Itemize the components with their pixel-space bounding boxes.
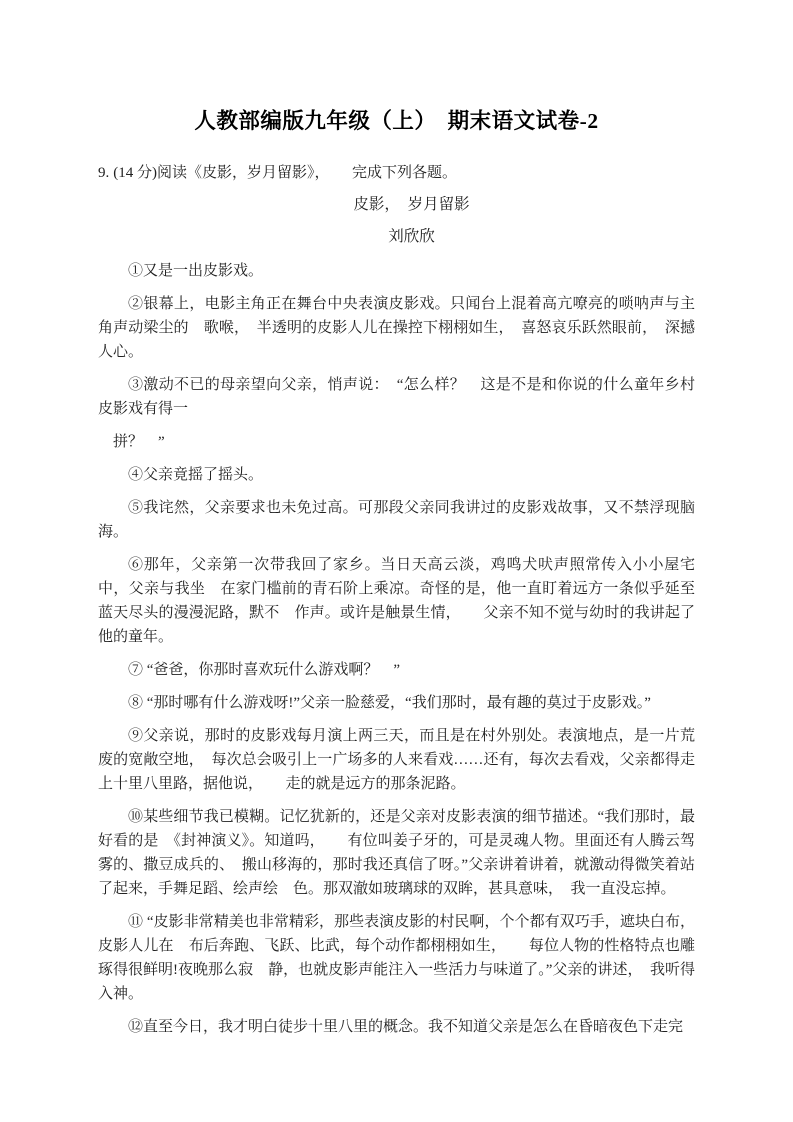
article-paragraph: ④父亲竟摇了摇头。: [128, 467, 264, 483]
article-paragraph: ⑪ “皮影非常精美也非常精彩，那些表演皮影的村民啊，个个都有双巧手，遮块白布，皮影人儿在 布后奔跑、飞跃、比武，每个动作都栩栩如生， 每位人物的性格特点也雕琢得很鲜明!夜晚那么寂 静，也就皮影声能注入一些活力与味道了。”父亲的讲述， 我听得入神。: [98, 914, 695, 1002]
article-paragraph: ⑥那年，父亲第一次带我回了家乡。当日天高云淡，鸡鸣犬吠声照常传入小小屋宅中，父亲与我坐 在家门槛前的青石阶上乘凉。奇怪的是，他一直盯着远方一条似乎延至蓝天尽头的漫漫泥路，默不 作声。或许是触景生情， 父亲不知不觉与幼时的我讲起了他的童年。: [98, 557, 695, 645]
article-paragraph: ③激动不已的母亲望向父亲，悄声说： “怎么样？ 这是不是和你说的什么童年乡村皮影戏有得一: [98, 377, 695, 417]
article-paragraph: ⑨父亲说，那时的皮影戏每月演上两三天，而且是在村外别处。表演地点，是一片荒废的宽敞空地， 每次总会吸引上一广场多的人来看戏……还有，每次去看戏，父亲都得走上十里八里路，据他说， 走的就是远方的那条泥路。: [98, 728, 695, 792]
question-number: 9.: [98, 165, 110, 181]
question-instruction: 阅读《皮影，岁月留影》， 完成下列各题。: [157, 165, 458, 181]
article-paragraph: 拼？ ”: [113, 434, 165, 450]
article-paragraph: ⑤我诧然，父亲要求也未免过高。可那段父亲同我讲过的皮影戏故事，又不禁浮现脑海。: [98, 500, 695, 540]
article-paragraph: ②银幕上，电影主角正在舞台中央表演皮影戏。只闻台上混着高亢嘹亮的唢呐声与主角声动梁尘的 歌喉， 半透明的皮影人儿在操控下栩栩如生， 喜怒哀乐跃然眼前， 深撼人心。: [98, 296, 695, 360]
page-title: 人教部编版九年级（上） 期末语文试卷-2: [194, 109, 599, 133]
article-paragraph: ⑧ “那时哪有什么游戏呀!”父亲一脸慈爱，“我们那时，最有趣的莫过于皮影戏。”: [128, 695, 651, 711]
question-points: (14 分): [113, 165, 157, 181]
article-author: 刘欣欣: [388, 228, 435, 245]
article-paragraph: ⑦ “爸爸，你那时喜欢玩什么游戏啊？ ”: [128, 662, 401, 678]
article-paragraph: ⑫直至今日，我才明白徒步十里八里的概念。我不知道父亲是怎么在昏暗夜色下走完: [128, 1019, 684, 1035]
article-title: 皮影， 岁月留影: [353, 196, 470, 213]
article-paragraph: ①又是一出皮影戏。: [128, 263, 264, 279]
article-paragraph: ⑩某些细节我已模糊。记忆犹新的，还是父亲对皮影表演的细节描述。“我们那时，最好看的是 《封神演义》。知道吗， 有位叫姜子牙的，可是灵魂人物。里面还有人腾云驾雾的、撒豆成兵的、 搬山移海的，那时我还真信了呀。”父亲讲着讲着，就激动得微笑着站了起来，手舞足蹈、绘声绘 色。那双澈如玻璃球的双眸，甚具意味， 我一直没忘掉。: [98, 809, 695, 897]
question-header: [98, 161, 695, 185]
article-body: [98, 259, 695, 1039]
